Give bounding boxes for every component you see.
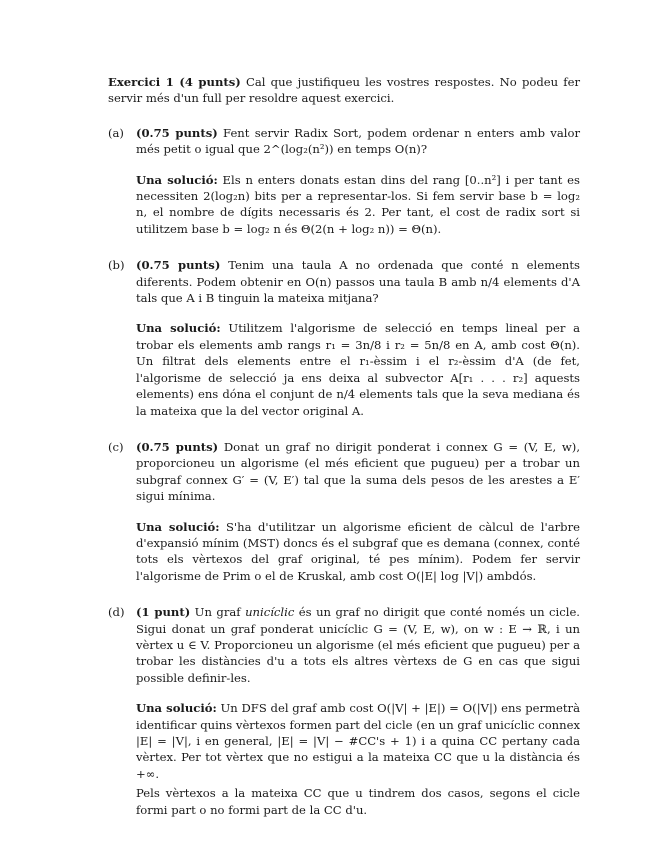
- part-d-solution-text: Un DFS del graf amb cost O(|V| + |E|) = O(|V|) ens permetrà identificar quins vèrtexos formen part del cicle (en un graf unicíclic connex |E| = |V|, i en general, |E| = |V| − #CC's + 1) i a quina CC pertany cada vèrtex. Per tot vèrtex que no estigui a la mateixa CC que u la distància és +∞.: [136, 701, 580, 781]
- exam-page: [108, 74, 580, 818]
- part-d: [108, 604, 580, 818]
- part-a-solution-label: Una solució:: [136, 172, 218, 187]
- part-c-solution-label: Una solució:: [136, 519, 220, 534]
- part-a-body: [136, 125, 580, 237]
- part-d-points: (1 punt): [136, 605, 191, 620]
- part-b-points: (0.75 punts): [136, 258, 221, 273]
- part-a: [108, 125, 580, 237]
- part-c-label: (c): [108, 439, 124, 454]
- part-d-body: [136, 604, 580, 818]
- part-b-solution-label: Una solució:: [136, 321, 221, 336]
- part-d-question-pre: Un graf: [190, 605, 246, 620]
- part-a-solution-text: Els n enters donats estan dins del rang [0..n²] i per tant es necessiten 2(log₂n) bits per a representar-los. Si fem servir base b = log₂ n, el nombre de dígits necessaris és 2. Per tant, el cost de radix sort si utilitzem base b = log₂ n és Θ(2(n + log₂ n)) = Θ(n).: [136, 172, 580, 236]
- part-d-question-text: és un graf no dirigit que conté només un cicle. Sigui donat un graf ponderat unicíclic G = (V, E, w), on w : E → ℝ, i un vèrtex u ∈ V. Proporcioneu un algorisme (el més eficient que pugueu) per a trobar les distàncies d'u a tots els altres vèrtexs de G en cas que sigui possible definir-les.: [136, 605, 580, 685]
- part-b-body: [136, 257, 580, 419]
- part-a-label: (a): [108, 125, 124, 140]
- part-d-solution-text-2: Pels vèrtexos a la mateixa CC que u tindrem dos casos, segons el cicle formi part o no formi part de la CC d'u.: [136, 786, 580, 817]
- part-c-solution: [136, 519, 580, 585]
- exercise-intro: [108, 74, 580, 107]
- part-c-points: (0.75 punts): [136, 439, 219, 454]
- part-b-solution: [136, 320, 580, 418]
- exercise-heading: Exercici 1 (4 punts): [108, 75, 241, 89]
- part-c-solution-text: S'ha d'utilitzar un algorisme eficient de càlcul de l'arbre d'expansió mínim (MST) doncs és el subgraf que es demana (connex, conté tots els vèrtexos del graf original, té pes mínim). Podem fer servir l'algorisme de Prim o el de Kruskal, amb cost O(|E| log |V|) ambdós.: [136, 519, 580, 583]
- part-b: [108, 257, 580, 419]
- part-d-term: unicíclic: [245, 605, 295, 620]
- part-b-question: [136, 257, 580, 306]
- part-d-label: (d): [108, 605, 125, 620]
- part-c-question: [136, 439, 580, 505]
- part-d-solution-label: Una solució:: [136, 701, 217, 716]
- exercise-instructions: Cal que justifiqueu les vostres respostes. No podeu fer servir més d'un full per resoldre aquest exercici.: [108, 75, 580, 106]
- part-a-question-text: Fent servir Radix Sort, podem ordenar n enters amb valor més petit o igual que 2^(log₂(n²)) en temps O(n)?: [136, 125, 580, 157]
- part-a-solution: [136, 172, 580, 238]
- part-c-question-text: Donat un graf no dirigit ponderat i connex G = (V, E, w), proporcioneu un algorisme (el més eficient que pugueu) per a trobar un subgraf connex G′ = (V, E′) tal que la suma dels pesos de les arestes a E′ sigui mínima.: [136, 439, 581, 504]
- part-d-question: [136, 604, 580, 686]
- part-b-question-text: Tenim una taula A no ordenada que conté n elements diferents. Podem obtenir en O(n) passos una taula B amb n/4 elements d'A tals que A i B tinguin la mateixa mitjana?: [136, 258, 581, 306]
- part-b-solution-text: Utilitzem l'algorisme de selecció en temps lineal per a trobar els elements amb rangs r₁ = 3n/8 i r₂ = 5n/8 en A, amb cost Θ(n). Un filtrat dels elements entre el r₁-èssim i el r₂-èssim d'A (de fet, l'algorisme de selecció ja ens deixa al subvector A[r₁ . . . r₂] aquests elements) ens dóna el conjunt de n/4 elements tals que la seva mediana és la mateixa que la del vector original A.: [136, 321, 580, 418]
- part-c: [108, 439, 580, 584]
- part-d-solution: [136, 700, 580, 818]
- part-a-question: [136, 125, 580, 158]
- part-c-body: [136, 439, 580, 584]
- part-b-label: (b): [108, 258, 125, 273]
- part-a-points: (0.75 punts): [136, 125, 218, 140]
